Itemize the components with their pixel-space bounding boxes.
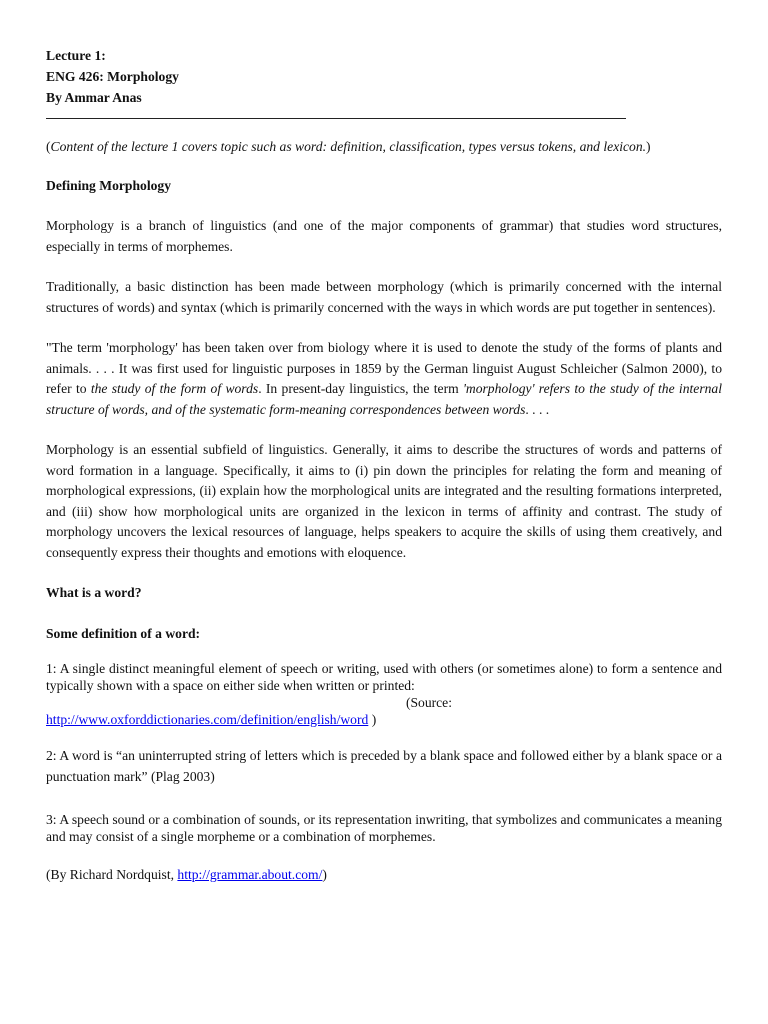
attribution <box>46 865 722 886</box>
document-content <box>46 45 722 886</box>
oxford-dictionaries-link[interactable]: http://www.oxforddictionaries.com/definition/english/word <box>46 712 369 727</box>
quote-part-d: 'morphology' refers to the study of the internal structure of words, and of the systematic form-meaning correspondences between words <box>46 381 722 417</box>
paragraph-morphology-definition: Morphology is a branch of linguistics (and one of the major components of grammar) that studies word structures, especially in terms of morphemes. <box>46 218 722 254</box>
heading-what-is-a-word: What is a word? <box>46 585 142 600</box>
header-divider <box>46 118 626 119</box>
attribution-suffix: ) <box>322 867 327 882</box>
lecture-summary <box>46 137 722 158</box>
course-title: ENG 426: Morphology <box>46 69 179 84</box>
paragraph-morphology-subfield: Morphology is an essential subfield of linguistics. Generally, it aims to describe the structures of words and patterns of word formation in a language. Specifically, it aims to (i) pin down the principles for relating the form and meaning of morphological expressions, (ii) explain how the morphological units are integrated and the resulting formations interpreted, and (iii) show how morphological units are organized in the lexicon in terms of affinity and contrast. The study of morphology uncovers the lexical resources of language, helps speakers to acquire the skills of using them creatively, and consequently express their thoughts and emotions with eloquence. <box>46 442 722 560</box>
definition-2: 2: A word is “an uninterrupted string of letters which is preceded by a blank space and followed either by a blank space or a punctuation mark” (Plag 2003) <box>46 748 722 784</box>
quote-part-a: "The term 'morphology' has been taken over from biology where it is used to denote the study of the forms of plants and animals. . . . It was first used for linguistic purposes in 1859 by the German linguist August Schleicher (Salmon 2000), to refer to <box>46 340 722 396</box>
quote-part-e: . . . . <box>525 401 550 417</box>
summary-close-paren: ) <box>646 139 651 154</box>
definition-1-text: 1: A single distinct meaningful element of speech or writing, used with others (or sometimes alone) to form a sentence and typically shown with a space on either side when written or printed: <box>46 661 722 693</box>
summary-text: Content of the lecture 1 covers topic such as word: definition, classification, types versus tokens, and lexicon. <box>50 139 647 154</box>
lecture-number: Lecture 1: <box>46 48 106 63</box>
definition-1-close-paren: ) <box>368 712 377 727</box>
author-line: By Ammar Anas <box>46 90 142 105</box>
attribution-prefix: (By Richard Nordquist, <box>46 867 178 882</box>
paragraph-morphology-vs-syntax: Traditionally, a basic distinction has been made between morphology (which is primarily concerned with the internal structures of words) and syntax (which is primarily concerned with the ways in which words are put together in sentences). <box>46 279 722 315</box>
heading-some-definitions: Some definition of a word: <box>46 625 201 641</box>
quote-part-c: . In present-day linguistics, the term <box>258 381 463 396</box>
heading-defining-morphology: Defining Morphology <box>46 177 171 193</box>
definition-1 <box>46 660 722 728</box>
grammar-about-link[interactable]: http://grammar.about.com/ <box>177 867 323 882</box>
definition-3: 3: A speech sound or a combination of sounds, or its representation inwriting, that symbolizes and communicates a meaning and may consist of a single morpheme or a combination of morphemes. <box>46 812 722 844</box>
paragraph-quote <box>46 338 722 420</box>
summary-open-paren: ( <box>46 139 51 154</box>
definition-1-source-label: (Source: <box>405 695 452 710</box>
quote-part-b: the study of the form of words <box>90 381 259 396</box>
lecture-header <box>46 45 722 108</box>
definition-1-source <box>46 711 722 728</box>
